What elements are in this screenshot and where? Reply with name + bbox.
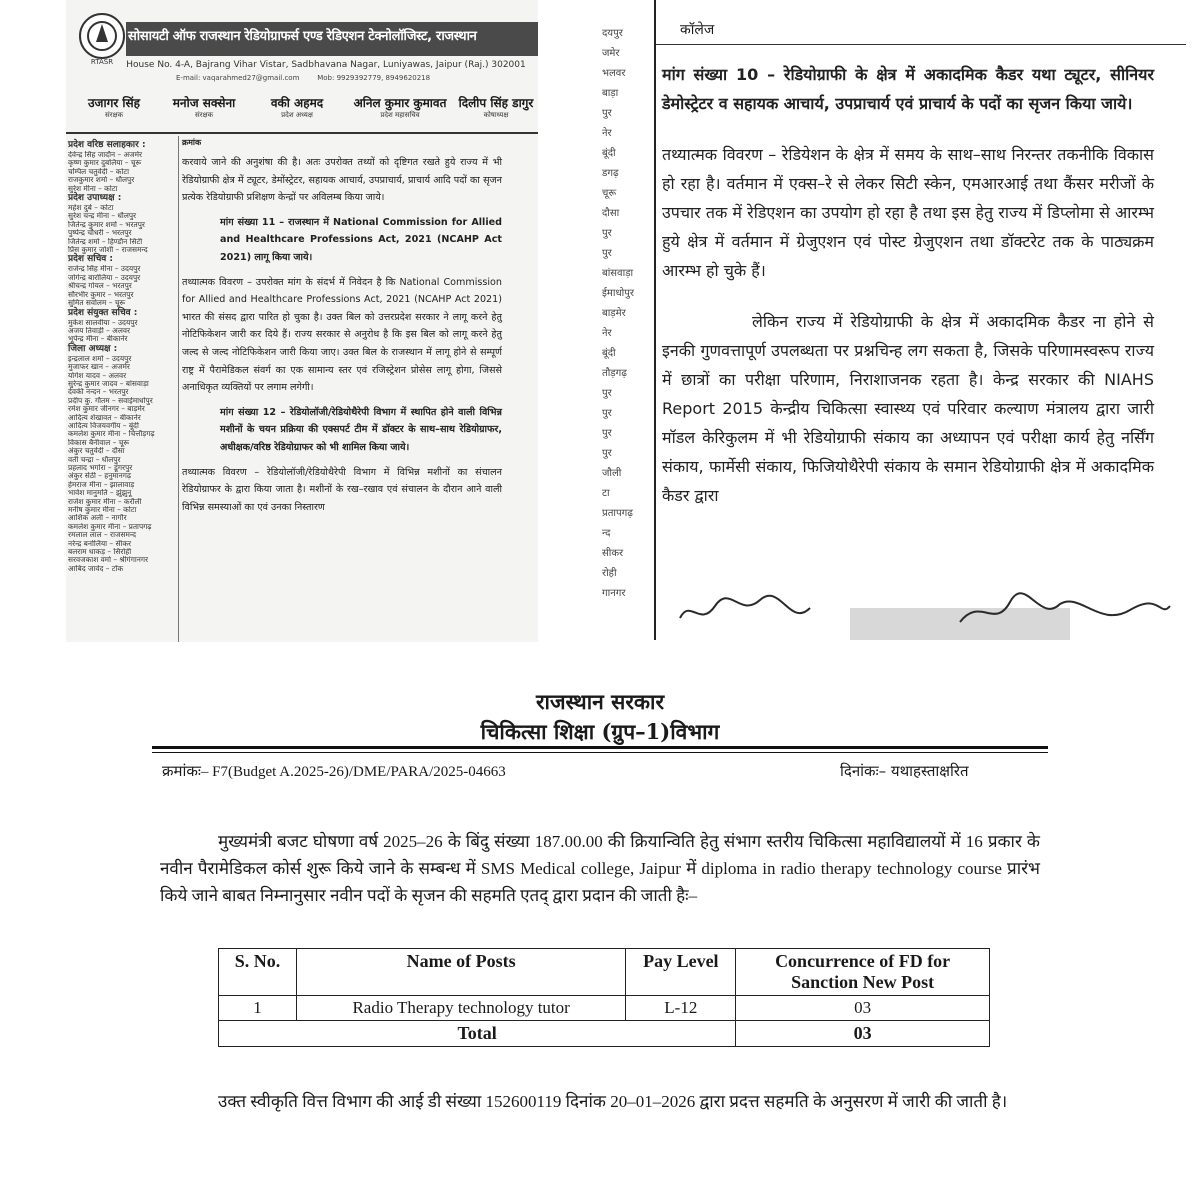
sidebar-member: सौरभीर कुमार – भरतपुर	[68, 290, 134, 299]
sidebar-member: इन्द्रलाल शर्मा – उदयपुर	[68, 354, 132, 363]
sidebar-member: अंकुर सेठी – हनुमानगढ़	[68, 472, 132, 481]
sidebar-member: आदित्य विजयवर्गीय – बूंदी	[68, 421, 139, 430]
margin-divider	[654, 0, 656, 640]
margin-label: नेर	[602, 328, 612, 339]
sidebar-member: सुरेश मीना – कोटा	[68, 184, 118, 193]
margin-label: तौड़गढ़	[602, 368, 627, 379]
letterhead-banner	[66, 12, 538, 64]
margin-label: पुर	[602, 228, 612, 239]
demand-11: मांग संख्या 11 – राजस्थान में National Commission for Allied and Healthcare Professions Act, 2021 (NCAHP Act 2021) लागू किया जाये।	[220, 216, 502, 263]
address: House No. 4-A, Bajrang Vihar Vistar, Sadbhavana Nagar, Luniyawas, Jaipur (Raj.) 302001	[126, 60, 526, 70]
margin-label: डगढ़	[602, 168, 619, 179]
margin-label: पुर	[602, 108, 612, 119]
sidebar-member: सुमित सर्वालम – चूरू	[68, 299, 126, 308]
demand-body	[662, 60, 1154, 532]
officer-role: संरक्षक	[195, 111, 213, 119]
margin-label: बाड़ा	[602, 88, 619, 99]
officer	[252, 94, 342, 120]
officer-name: मनोज सक्सेना	[172, 96, 236, 110]
officer-role: संरक्षक	[105, 111, 123, 119]
sidebar-member: भूपेन्द्र मीना – बीकानेर	[68, 335, 128, 344]
sidebar-member: बलराम धाकड़ – सिरोही	[68, 548, 132, 557]
order-title-1: राजस्थान सरकार	[535, 689, 665, 714]
signature-1	[680, 596, 810, 618]
signature-2	[960, 593, 1170, 622]
officer-role: कोषाध्यक्ष	[483, 111, 509, 119]
paragraph: तथ्यात्मक विवरण – रेडियेशन के क्षेत्र में समय के साथ–साथ निरन्तर तकनीकि विकास हो रहा है। वर्तमान में एक्स–रे से लेकर सिटी स्केन, एमआरआई तथा कैंसर मरीजों के उपचार तक में रेडिएशन का उपयोग हो रहा है तथा इस हेतु राज्य में डिप्लोमा से आरम्भ हुये क्षेत्र में वर्तमान में ग्रेजुएशन एवं पोस्ट ग्रेजुएशन तथा डॉक्टरेट तक के पाठ्यक्रम आरम्भ हो चुके हैं।	[662, 145, 1154, 280]
sidebar-member: नरेन्द्र बर्नालिया – सीकर	[68, 539, 132, 548]
sidebar-member: चम्पिल चतुर्वेदी – कोटा	[68, 167, 129, 176]
top-header-text: कॉलेज	[680, 22, 715, 38]
margin-label: चूरू	[602, 188, 617, 199]
sidebar-member: सुरेश चन्द्र मीना – धौलपुर	[68, 212, 137, 221]
sidebar-heading: प्रदेश सचिव :	[68, 254, 114, 265]
margin-label: सीकर	[602, 548, 624, 559]
sidebar-member: विकास बैनीवाल – चूरू	[68, 438, 130, 447]
government-order	[150, 660, 1050, 1180]
table-cell: Radio Therapy technology tutor	[296, 996, 625, 1021]
sidebar-members	[68, 140, 176, 573]
margin-label: टा	[602, 488, 610, 499]
paragraph: करवाये जाने की अनुशंषा की है। अतः उपरोक्त तथ्यों को दृष्टिगत रखते हुये राज्य में भी रेडियोग्राफी क्षेत्र में ट्यूटर, डेमोंस्ट्रेटर, सहायक आचार्य, उपप्राचार्य, प्राचार्य आदि पदों का सृजन प्रत्येक रेडियोग्राफी प्रशिक्षण केन्द्रों पर अविलम्ब किया जाये।	[182, 157, 502, 204]
sidebar-member: आबिद जावेद – टोंक	[68, 564, 124, 573]
sidebar-member: आदित्य शेखावत – बीकानेर	[68, 413, 141, 422]
sidebar-member: प्रदीप कु. गौतम – सवाईमाधोपुर	[68, 396, 153, 405]
margin-label: पुर	[602, 388, 612, 399]
sidebar-member: रमलाल लाल – राजसमन्द	[68, 531, 137, 540]
table-row	[219, 996, 990, 1021]
sidebar-heading: जिला अध्यक्ष :	[68, 343, 118, 354]
demand-10: मांग संख्या 10 – रेडियोग्राफी के क्षेत्र में अकादमिक कैडर यथा ट्यूटर, सीनियर डेमोस्ट्रेटर व सहायक आचार्य, उपप्राचार्य एवं प्राचार्य के पदों का सृजन किया जाये।	[662, 65, 1154, 113]
sidebar-member: श्रीचन्द्र गोयल – भरतपुर	[68, 282, 132, 291]
margin-label: भलवर	[602, 68, 626, 79]
sidebar-member: देवकी नन्दन – भरतपुर	[68, 388, 129, 397]
sidebar-member: मुकेश सालवीया – उदयपुर	[68, 318, 138, 327]
officer-role: प्रदेश अध्यक्ष	[281, 111, 313, 119]
sidebar-member: राजकुमार शर्मा – धौलपुर	[68, 176, 135, 185]
sidebar-member: पुष्पेन्द्र चौधरी – भरतपुर	[68, 229, 132, 238]
sidebar-member: राजेश कुमार मीना – करौली	[68, 497, 142, 506]
sidebar-member: वर्ती चन्द्रा – धौलपुर	[68, 455, 121, 464]
officers-row	[74, 94, 534, 128]
society-logo-icon	[74, 12, 130, 66]
officer	[344, 94, 456, 120]
officer	[156, 94, 252, 120]
sidebar-member: सुरेन्द्र कुमार जादव – बांसवाड़ा	[68, 379, 149, 388]
margin-label: बूंदी	[602, 148, 616, 159]
margin-label: पुर	[602, 408, 612, 419]
sidebar-member: मनीष कुमार मीना – कोटा	[68, 506, 137, 515]
table-header: Name of Posts	[296, 949, 625, 996]
margin-label: ईमाधोपुर	[602, 288, 634, 299]
sidebar-heading: प्रदेश संयुक्त सचिव :	[68, 307, 138, 318]
margin-label: पुर	[602, 248, 612, 259]
table-cell: 1	[219, 996, 297, 1021]
sidebar-heading: प्रदेश उपाध्यक्ष :	[68, 193, 122, 204]
order-paragraph-text: मुख्यमंत्री बजट घोषणा वर्ष 2025–26 के बिंदु संख्या 187.00.00 की क्रियान्विति हेतु संभाग स्तरीय चिकित्सा महाविद्यालयों में 16 प्रकार के नवीन पैरामेडिकल कोर्स शुरू किये जाने के सम्बन्ध में SMS Medical college, Jaipur में diploma in radio therapy technology course प्रारंभ किये जाने बाबत निम्नानुसार नवीन पदों के सृजन की सहमति एतद् द्वारा प्रदान की जाती हैः–	[160, 832, 1040, 905]
title-rule-thin	[152, 752, 1048, 753]
margin-label: बांसवाड़ा	[602, 268, 634, 279]
letter-body	[182, 138, 502, 523]
margin-label: गानगर	[602, 588, 626, 599]
margin-label: जमेर	[602, 48, 620, 59]
officer-name: वकी अहमद	[270, 96, 324, 110]
sidebar-member: मुजाफर खान – अजमेर	[68, 363, 130, 372]
sidebar-member: रमेश कुमार जीनगर – बाड़मेर	[68, 405, 145, 414]
margin-label: पुर	[602, 448, 612, 459]
order-title-2: चिकित्सा शिक्षा (ग्रुप–1)विभाग	[480, 719, 720, 744]
officer	[458, 94, 534, 120]
officer-name: अनिल कुमार कुमावत	[353, 96, 447, 110]
officer-name: दिलीप सिंह डागुर	[458, 96, 534, 110]
order-date: दिनांकः– यथाहस्ताक्षरित	[840, 762, 969, 780]
letterhead-page	[66, 0, 538, 642]
table-cell: L-12	[626, 996, 736, 1021]
margin-label: पुर	[602, 428, 612, 439]
posts-table	[218, 948, 990, 1047]
margin-label: न्द	[602, 528, 611, 539]
sidebar-member: जितेन्द्र कुमार शर्मा – भरतपुर	[68, 220, 145, 229]
table-header: S. No.	[219, 949, 297, 996]
reference-label: क्रमांक	[182, 138, 202, 147]
officer-role: प्रदेश महासचिव	[380, 111, 420, 119]
sidebar-member: देवेन्द्र सिंह जादौन – अजमेर	[68, 151, 143, 159]
order-footer-text: उक्त स्वीकृति वित्त विभाग की आई डी संख्या 152600119 दिनांक 20–01–2026 द्वारा प्रदत्त सहमति के अनुसरण में जारी की जाती है।	[218, 1092, 1008, 1111]
order-reference: क्रमांकः– F7(Budget A.2025-26)/DME/PARA/2025-04663	[162, 764, 506, 780]
table-header: Pay Level	[626, 949, 736, 996]
top-header	[656, 18, 1186, 45]
margin-label: बाड़मेर	[602, 308, 626, 319]
table-total-row	[219, 1021, 990, 1047]
contact-line	[176, 74, 536, 82]
table-header-row	[219, 949, 990, 996]
sidebar-member: आशिक अली – नागौर	[68, 514, 127, 523]
sidebar-member: प्रिंस कुमार जोशी – राजसमन्द	[68, 246, 148, 255]
sidebar-member: कृष्ण कुमार दुबलिया – चूरू	[68, 159, 142, 168]
sidebar-member: जोगेन्द्र बारोलिया – उदयपुर	[68, 273, 141, 282]
officer	[74, 94, 154, 120]
order-footer	[160, 1088, 1040, 1115]
demand-12: मांग संख्या 12 – रेडियोलॉजी/रेडियोथैरेपी विभाग में स्थापित होने वाली विभिन्न मशीनों के चयन प्रक्रिया की एक्सपर्ट टीम में डॉक्टर के साथ–साथ रेडियोग्राफर, अधीक्षक/वरिष्ठ रेडियोग्राफर को भी शामिल किया जाये।	[220, 406, 502, 453]
order-paragraph	[160, 828, 1040, 909]
margin-label: जौली	[602, 468, 622, 479]
sidebar-member: प्रहलाद भगोरा – डूंगरपुर	[68, 464, 133, 472]
sidebar-divider	[178, 136, 179, 642]
sidebar-member: अजय तिवाड़ी – अलवर	[68, 326, 130, 335]
table-cell: 03	[736, 996, 990, 1021]
sidebar-member: हेमराज मीना – झालावाड़	[68, 480, 135, 489]
demand-page	[600, 0, 1186, 640]
sidebar-member: सरवजकाश वर्मा – श्रीगंगानगर	[68, 556, 149, 565]
sidebar-member: योगेश यादव – अलवर	[68, 371, 127, 380]
signatures	[660, 588, 1180, 634]
sidebar-heading: प्रदेश वरिष्ठ सलाहकार :	[68, 140, 146, 150]
paragraph: लेकिन राज्य में रेडियोग्राफी के क्षेत्र में अकादमिक कैडर ना होने से इनकी गुणवत्तापूर्ण उपलब्धता पर प्रश्नचिन्ह लग सकता है, जिसके परिणामस्वरूप राज्य में छात्रों का परीक्षा परिणाम, निराशाजनक रहता है। केन्द्र सरकार की NIAHS Report 2015 केन्द्रीय चिकित्सा स्वास्थ्य एवं परिवार कल्याण मंत्रालय द्वारा जारी मॉडल केरिकुलम में भी रेडियोग्राफी संकाय का अध्यापन एवं परीक्षा कार्य हेतु नर्सिंग संकाय, फार्मेसी संकाय, फिजियोथैरेपी संकाय के समान रेडियोग्राफी क्षेत्र में अकादमिक कैडर द्वारा	[662, 312, 1154, 505]
sidebar-member: राजेन्द्र सिंह मीना – उदयपुर	[68, 265, 141, 274]
margin-label: बूंदी	[602, 348, 616, 359]
paragraph: तथ्यात्मक विवरण – उपरोक्त मांग के संदर्भ में निवेदन है कि National Commission for Allied and Healthcare Professions Act, 2021 (NCAHP Act 2021) भारत की संसद द्वारा पारित हो चुका है। उक्त बिल को उत्तरप्रदेश सरकार ने लागू करने हेतु नोटिफिकेशन जारी कर दिये हैं। राज्य सरकार से अनुरोध है कि इस बिल को लागू करने हेतु जल्द से जल्द नोटिफिकेशन जारी किया जाए। उक्त बिल के राजस्थान में लागू होने से सम्पूर्ण राष्ट्र में पैरामेडिकल संवर्ग का एक सामान्य स्तर एवं रजिस्ट्रेशन प्रोसेस लागू होगा, जिससे अनाधिकृत व्यक्तियों पर लगाम लगेगी।	[182, 276, 502, 394]
sidebar-member: कमलेश कुमार मीना – चित्तौड़गढ़	[68, 430, 155, 439]
officer-name: उजागर सिंह	[87, 96, 141, 110]
mobile: Mob: 9929392779, 8949620218	[317, 74, 431, 82]
title-rule-thick	[152, 746, 1048, 749]
total-value: 03	[736, 1021, 990, 1047]
email: E-mail: vaqarahmed27@gmail.com	[176, 74, 300, 82]
sidebar-member: महेश दुबे – कोटा	[68, 204, 114, 213]
org-name: सोसायटी ऑफ राजस्थान रेडियोग्राफर्स एण्ड रेडिएशन टेक्नोलॉजिस्ट, राजस्थान	[128, 29, 477, 44]
logo-text: RTASR	[90, 58, 114, 66]
margin-label: रोही	[602, 568, 617, 579]
sidebar-member: भावेश मानुमति – झुंझुनू	[68, 489, 132, 498]
sidebar-member: जितेन्द्र शर्मा – हिण्डौन सिटी	[68, 237, 143, 246]
total-label: Total	[219, 1021, 736, 1047]
sidebar-member: अंकुर चतुर्वेदी – दौसा	[68, 447, 125, 456]
margin-label: दौसा	[602, 208, 620, 219]
letterhead-rule	[66, 132, 538, 134]
sidebar-member: कमलेश कुमार मीना – प्रतापगढ़	[68, 522, 152, 531]
margin-label: प्रतापगढ़	[602, 508, 633, 519]
paragraph: तथ्यात्मक विवरण – रेडियोलॉजी/रेडियोथैरेपी विभाग में विभिन्न मशीनों का संचालन रेडियोग्राफर के द्वारा किया जाता है। मशीनों के रख–रखाव एवं संचालन के दौरान आने वाली विभिन्न समस्याओं का एवं उनका निस्तारण	[182, 466, 502, 513]
margin-label: दयपुर	[602, 28, 623, 39]
margin-label: नेर	[602, 128, 612, 139]
table-header: Concurrence of FD for Sanction New Post	[736, 949, 990, 996]
